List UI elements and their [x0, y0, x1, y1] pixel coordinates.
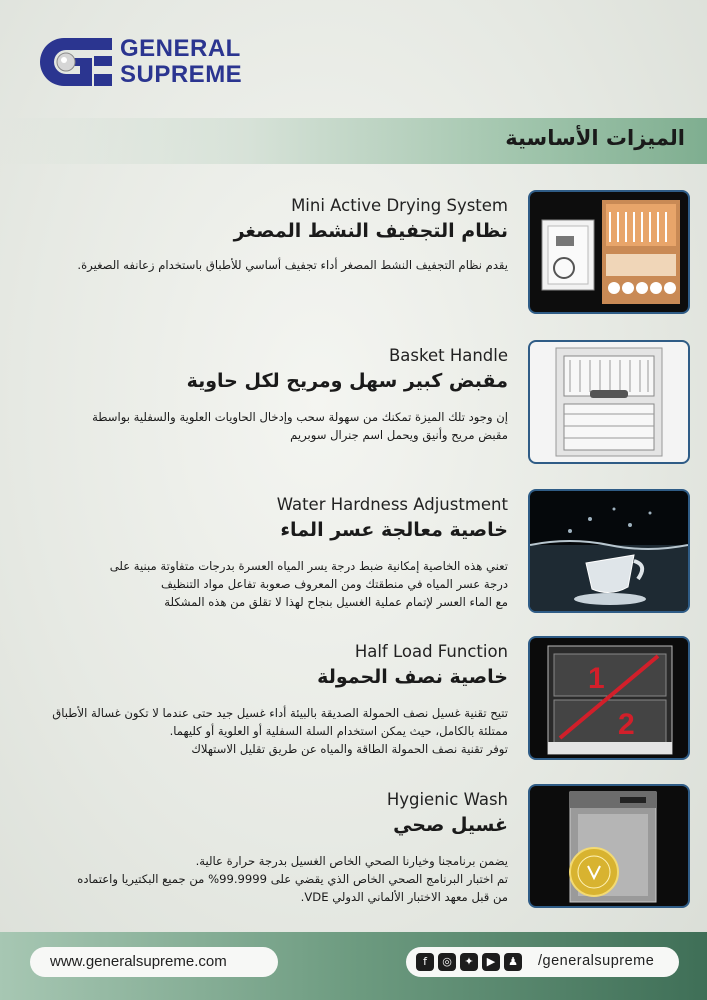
description-line: من قبل معهد الاختبار الألماني الدولي VDE. [300, 890, 508, 904]
dishwasher-basket-illustration [530, 342, 688, 462]
hygienic-wash-image [528, 784, 690, 908]
website-link[interactable]: www.generalsupreme.com [50, 953, 227, 970]
feature-description [38, 256, 508, 274]
water-splash-image [528, 489, 690, 613]
half-load-illustration [530, 638, 688, 758]
description-line: يقدم نظام التجفيف النشط المصغر أداء تجفيف أساسي للأطباق باستخدام زعانفه الصغيرة. [77, 258, 508, 272]
basket-handle-image [528, 340, 690, 464]
feature-title-ar: غسيل صحي [393, 814, 508, 836]
brand-line-2: SUPREME [120, 61, 243, 88]
description-line: يضمن برنامجنا وخيارنا الصحي الخاص الغسيل بدرجة حرارة عالية. [195, 854, 508, 868]
feature-basket-handle [30, 340, 690, 470]
feature-title-en: Half Load Function [354, 642, 508, 661]
half-load-number-1: 1 [588, 662, 605, 695]
description-line: توفر تقنية نصف الحمولة الطاقة والمياه عن طريق تقليل الاستهلاك [191, 742, 508, 756]
section-title: الميزات الأساسية [505, 126, 685, 150]
brand-logo [36, 34, 266, 94]
snapchat-icon[interactable]: ♟ [504, 953, 522, 971]
section-banner [0, 118, 707, 164]
half-load-number-2: 2 [618, 708, 635, 741]
website-pill[interactable] [30, 947, 278, 977]
feature-description [38, 557, 508, 611]
feature-title-en: Hygienic Wash [386, 790, 508, 809]
feature-title-en: Mini Active Drying System [291, 196, 508, 215]
description-line: تم اختبار البرنامج الصحي الخاص الذي يقضي على 99.9999% من جميع البكتيريا واعتماده [77, 872, 508, 886]
general-supreme-logo-icon [36, 34, 114, 90]
facebook-icon[interactable]: f [416, 953, 434, 971]
footer-bar [0, 932, 707, 1000]
social-pill [406, 947, 679, 977]
feature-description [38, 704, 508, 758]
social-icons [416, 953, 522, 971]
description-line: ممتلئة بالكامل، حيث يمكن استخدام السلة السفلية أو العلوية أو كليهما. [169, 724, 508, 738]
feature-title-ar: نظام التجفيف النشط المصغر [233, 220, 508, 242]
youtube-icon[interactable]: ▶ [482, 953, 500, 971]
feature-mini-active-drying [30, 190, 690, 320]
feature-description [38, 408, 508, 444]
feature-title-ar: خاصية نصف الحمولة [317, 666, 508, 688]
drying-fan-illustration [530, 192, 688, 312]
half-load-image [528, 636, 690, 760]
feature-description [38, 852, 508, 906]
feature-title-en: Water Hardness Adjustment [276, 495, 508, 514]
description-line: مقبض مريح وأنيق ويحمل اسم جنرال سوبريم [290, 428, 508, 442]
instagram-icon[interactable]: ◎ [438, 953, 456, 971]
twitter-icon[interactable]: ✦ [460, 953, 478, 971]
description-line: مع الماء العسر لإتمام عملية الغسيل بنجاح لهذا لا تقلق من هذه المشكلة [164, 595, 508, 609]
feature-water-hardness [30, 489, 690, 619]
feature-title-en: Basket Handle [388, 346, 508, 365]
description-line: تتيح تقنية غسيل نصف الحمولة الصديقة بالبيئة أداء غسيل جيد حتى عندما لا تكون غسالة الأطباق [52, 706, 508, 720]
feature-hygienic-wash [30, 784, 690, 914]
dishwasher-with-seal-illustration [530, 786, 688, 906]
drying-system-image [528, 190, 690, 314]
description-line: درجة عسر المياه في منطقتك ومن المعروف صعوبة تفاعل مواد التنظيف [160, 577, 508, 591]
feature-half-load [30, 636, 690, 766]
description-line: إن وجود تلك الميزة تمكنك من سهولة سحب وإدخال الحاويات العلوية والسفلية بواسطة [92, 410, 508, 424]
feature-title-ar: مقبض كبير سهل ومريح لكل حاوية [186, 370, 508, 392]
brand-line-1: GENERAL [120, 35, 241, 62]
cup-in-water-illustration [530, 491, 688, 611]
description-line: تعني هذه الخاصية إمكانية ضبط درجة يسر المياه العسرة بدرجات متفاوتة مبنية على [109, 559, 508, 573]
feature-title-ar: خاصية معالجة عسر الماء [280, 519, 508, 541]
social-handle[interactable]: /generalsupreme [538, 953, 655, 969]
